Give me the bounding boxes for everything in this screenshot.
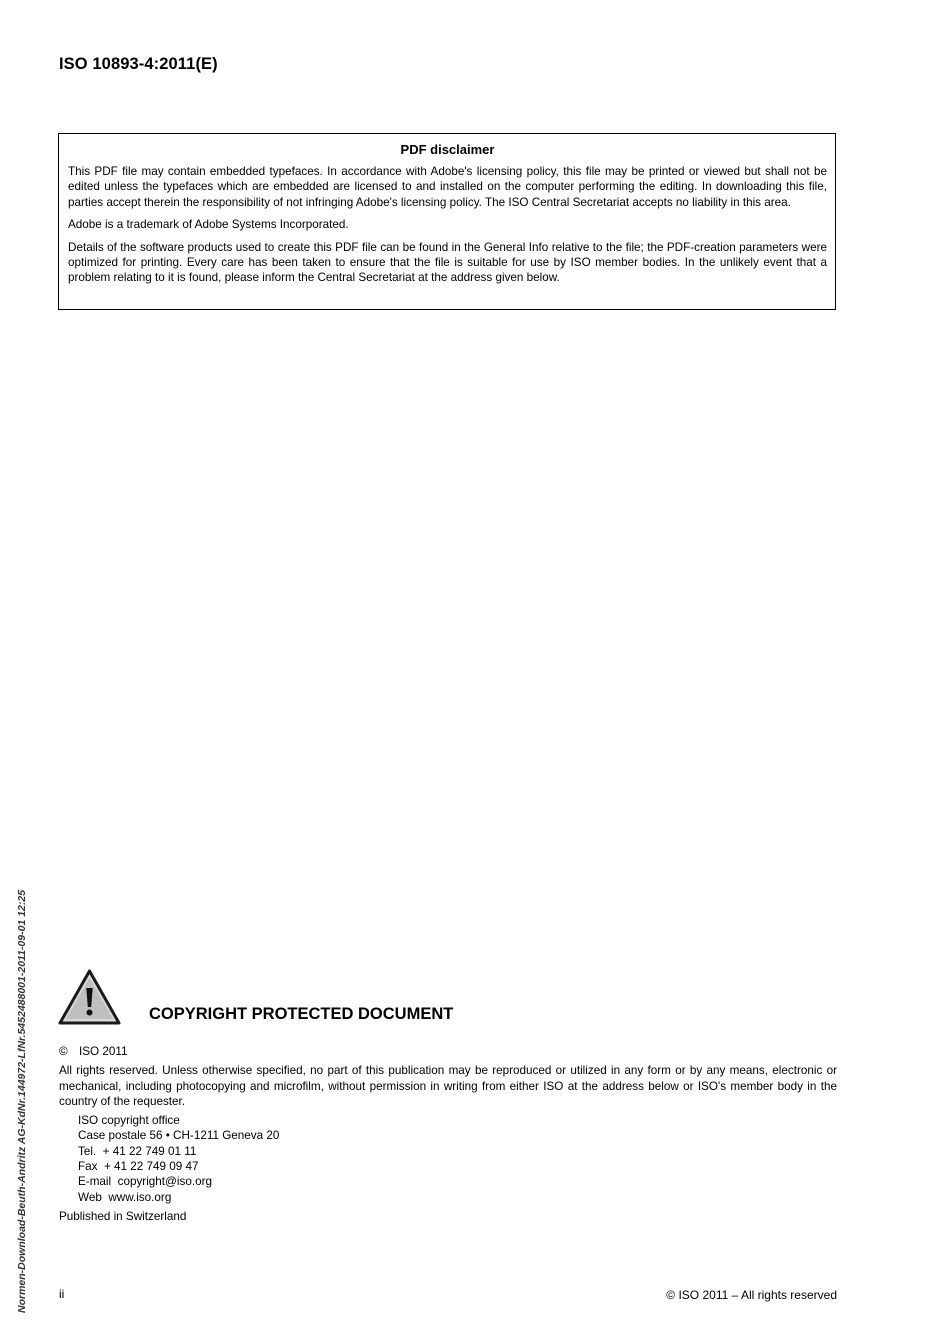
office-postal-address: Case postale 56 • CH-1211 Geneva 20 [78, 1129, 280, 1143]
published-location: Published in Switzerland [59, 1209, 187, 1223]
copyright-heading: COPYRIGHT PROTECTED DOCUMENT [149, 1005, 454, 1023]
office-web: Web www.iso.org [78, 1190, 172, 1204]
copyright-notice [59, 1044, 837, 1224]
document-id-header: ISO 10893-4:2011(E) [59, 55, 218, 73]
disclaimer-paragraph: This PDF file may contain embedded typefaces. In accordance with Adobe's licensing policy, this file may be printed or viewed but shall not be edited unless the typefaces which are embedded are licensed to and installed on the computer performing the editing. In downloading this file, parties accept therein the responsibility of not infringing Adobe's licensing policy. The ISO Central Secretariat accepts no liability in this area. [68, 165, 827, 209]
disclaimer-paragraph: Adobe is a trademark of Adobe Systems Incorporated. [68, 218, 349, 232]
office-name: ISO copyright office [78, 1114, 180, 1128]
office-fax: Fax + 41 22 749 09 47 [78, 1160, 199, 1174]
footer-copyright: © ISO 2011 – All rights reserved [666, 1288, 837, 1302]
disclaimer-paragraph: Details of the software products used to create this PDF file can be found in the General Info relative to the file; the PDF-creation parameters were optimized for printing. Every care has been taken to ensure that the file is suitable for use by ISO member bodies. In the unlikely event that a problem relating to it is found, please inform the Central Secretariat at the address given below. [68, 240, 827, 285]
copyright-symbol: © [59, 1045, 68, 1058]
copyright-year: ISO 2011 [79, 1045, 128, 1058]
warning-icon [58, 969, 121, 1025]
office-email: E-mail copyright@iso.org [78, 1175, 212, 1189]
rights-statement: All rights reserved. Unless otherwise specified, no part of this publication may be reproduced or utilized in any form or by any means, electronic or mechanical, including photocopying and microfilm, without permission in writing from either ISO at the address below or ISO's member body in the country of the requester. [59, 1064, 837, 1108]
pdf-disclaimer-box [58, 133, 836, 310]
download-stamp: Normen-Download-Beuth-Andritz AG-KdNr.144972-LfNr.5452488001-2011-09-01 12:25 [16, 889, 28, 1313]
office-telephone: Tel. + 41 22 749 01 11 [78, 1144, 197, 1158]
copyright-year-line [59, 1044, 837, 1059]
copyright-office-address [59, 1113, 837, 1205]
page-number: ii [59, 1287, 65, 1301]
disclaimer-title: PDF disclaimer [400, 142, 495, 157]
